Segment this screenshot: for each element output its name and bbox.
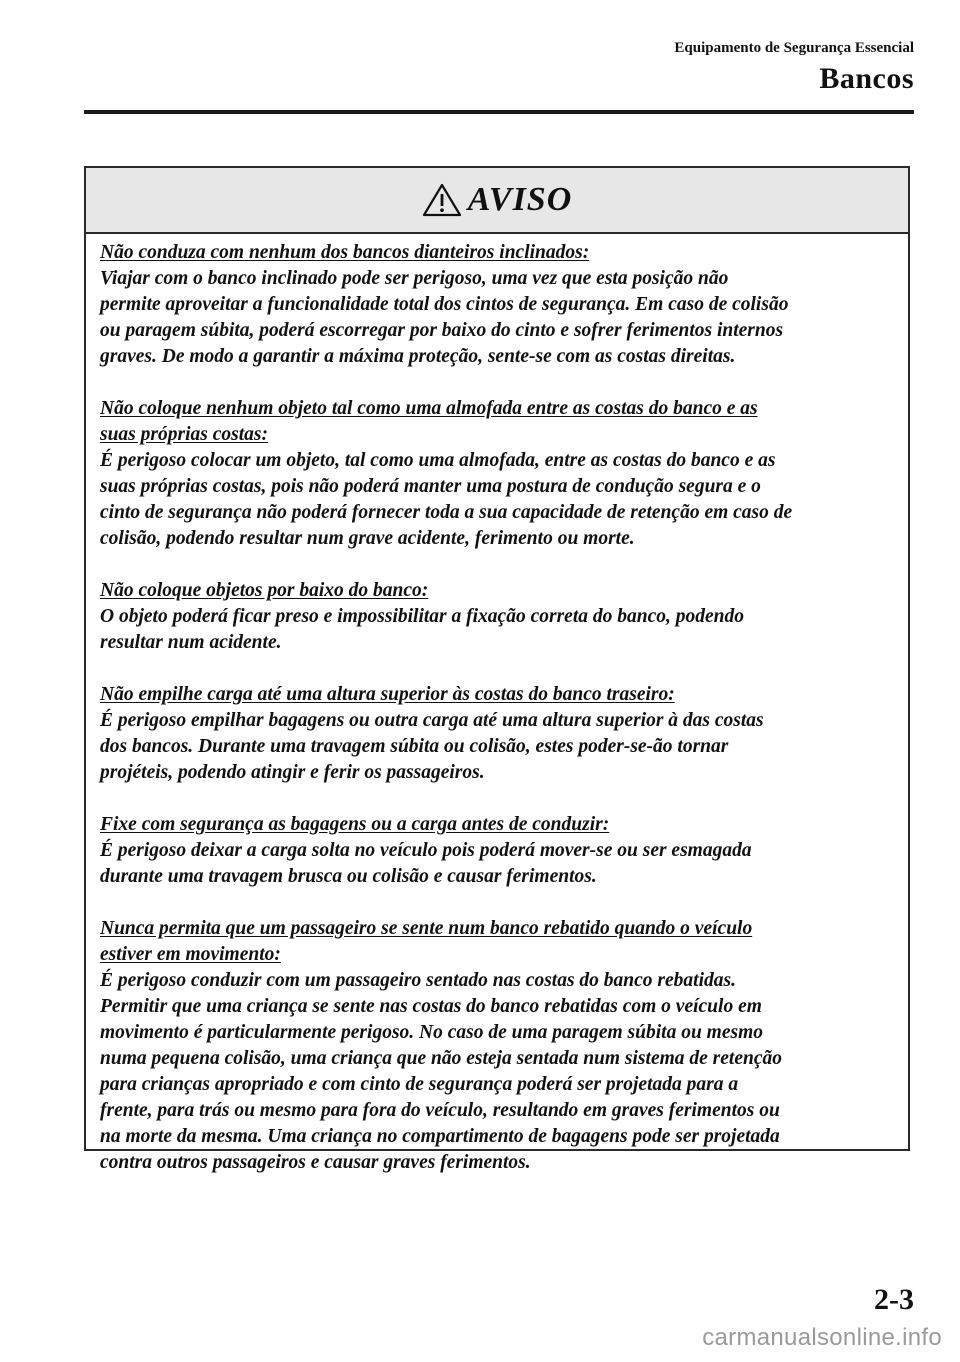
- section-text: contra outros passageiros e causar graves ferimentos.: [100, 1152, 531, 1173]
- section-text: resultar num acidente.: [100, 632, 282, 653]
- section-heading: suas próprias costas:: [100, 424, 268, 445]
- section-text: Permitir que uma criança se sente nas costas do banco rebatidas com o veículo em: [100, 996, 762, 1017]
- section-text: É perigoso colocar um objeto, tal como uma almofada, entre as costas do banco e as: [100, 450, 776, 471]
- section-text: permite aproveitar a funcionalidade total dos cintos de segurança. Em caso de colisão: [100, 294, 789, 315]
- section-heading: Fixe com segurança as bagagens ou a carga antes de conduzir:: [100, 814, 610, 835]
- section-text: Viajar com o banco inclinado pode ser perigoso, uma vez que esta posição não: [100, 268, 729, 289]
- warning-body: [86, 234, 908, 1176]
- section-subtitle: Equipamento de Segurança Essencial: [674, 40, 914, 56]
- section-text: para crianças apropriado e com cinto de segurança poderá ser projetada para a: [100, 1074, 739, 1095]
- section-text: na morte da mesma. Uma criança no compartimento de bagagens pode ser projetada: [100, 1126, 780, 1147]
- section-text: durante uma travagem brusca ou colisão e causar ferimentos.: [100, 866, 597, 887]
- section-text: frente, para trás ou mesmo para fora do veículo, resultando em graves ferimentos ou: [100, 1100, 780, 1121]
- warning-section: [100, 578, 908, 656]
- section-text: ou paragem súbita, poderá escorregar por baixo do cinto e sofrer ferimentos internos: [100, 320, 784, 341]
- section-text: cinto de segurança não poderá fornecer toda a sua capacidade de retenção em caso de: [100, 502, 793, 523]
- warning-header: [86, 168, 908, 234]
- section-heading: Não coloque nenhum objeto tal como uma almofada entre as costas do banco e as: [100, 398, 758, 419]
- section-text: graves. De modo a garantir a máxima proteção, sente-se com as costas direitas.: [100, 346, 736, 367]
- section-text: movimento é particularmente perigoso. No caso de uma paragem súbita ou mesmo: [100, 1022, 763, 1043]
- page-title: Bancos: [819, 62, 914, 95]
- header-divider: [84, 110, 914, 114]
- warning-triangle-icon: [422, 183, 462, 217]
- section-heading: estiver em movimento:: [100, 944, 281, 965]
- section-heading: Não empilhe carga até uma altura superior às costas do banco traseiro:: [100, 684, 675, 705]
- page-number: 2-3: [874, 1283, 914, 1316]
- section-text: É perigoso empilhar bagagens ou outra carga até uma altura superior à das costas: [100, 710, 764, 731]
- section-text: suas próprias costas, pois não poderá manter uma postura de condução segura e o: [100, 476, 761, 497]
- warning-box: [84, 166, 910, 1173]
- warning-section: [100, 916, 908, 1176]
- warning-section: [100, 396, 908, 552]
- warning-section: [100, 240, 908, 370]
- section-text: projéteis, podendo atingir e ferir os passageiros.: [100, 762, 485, 783]
- section-text: É perigoso conduzir com um passageiro sentado nas costas do banco rebatidas.: [100, 970, 736, 991]
- watermark: carmanualsonline.info: [702, 1324, 942, 1351]
- warning-title: AVISO: [467, 181, 573, 218]
- section-text: numa pequena colisão, uma criança que não esteja sentada num sistema de retenção: [100, 1048, 782, 1069]
- warning-section: [100, 682, 908, 786]
- section-heading: Não coloque objetos por baixo do banco:: [100, 580, 429, 601]
- section-heading: Não conduza com nenhum dos bancos dianteiros inclinados:: [100, 242, 590, 263]
- section-heading: Nunca permita que um passageiro se sente num banco rebatido quando o veículo: [100, 918, 753, 939]
- section-text: O objeto poderá ficar preso e impossibilitar a fixação correta do banco, podendo: [100, 606, 744, 627]
- section-text: É perigoso deixar a carga solta no veículo pois poderá mover-se ou ser esmagada: [100, 840, 752, 861]
- warning-section: [100, 812, 908, 890]
- section-text: dos bancos. Durante uma travagem súbita ou colisão, estes poder-se-ão tornar: [100, 736, 729, 757]
- section-text: colisão, podendo resultar num grave acidente, ferimento ou morte.: [100, 528, 635, 549]
